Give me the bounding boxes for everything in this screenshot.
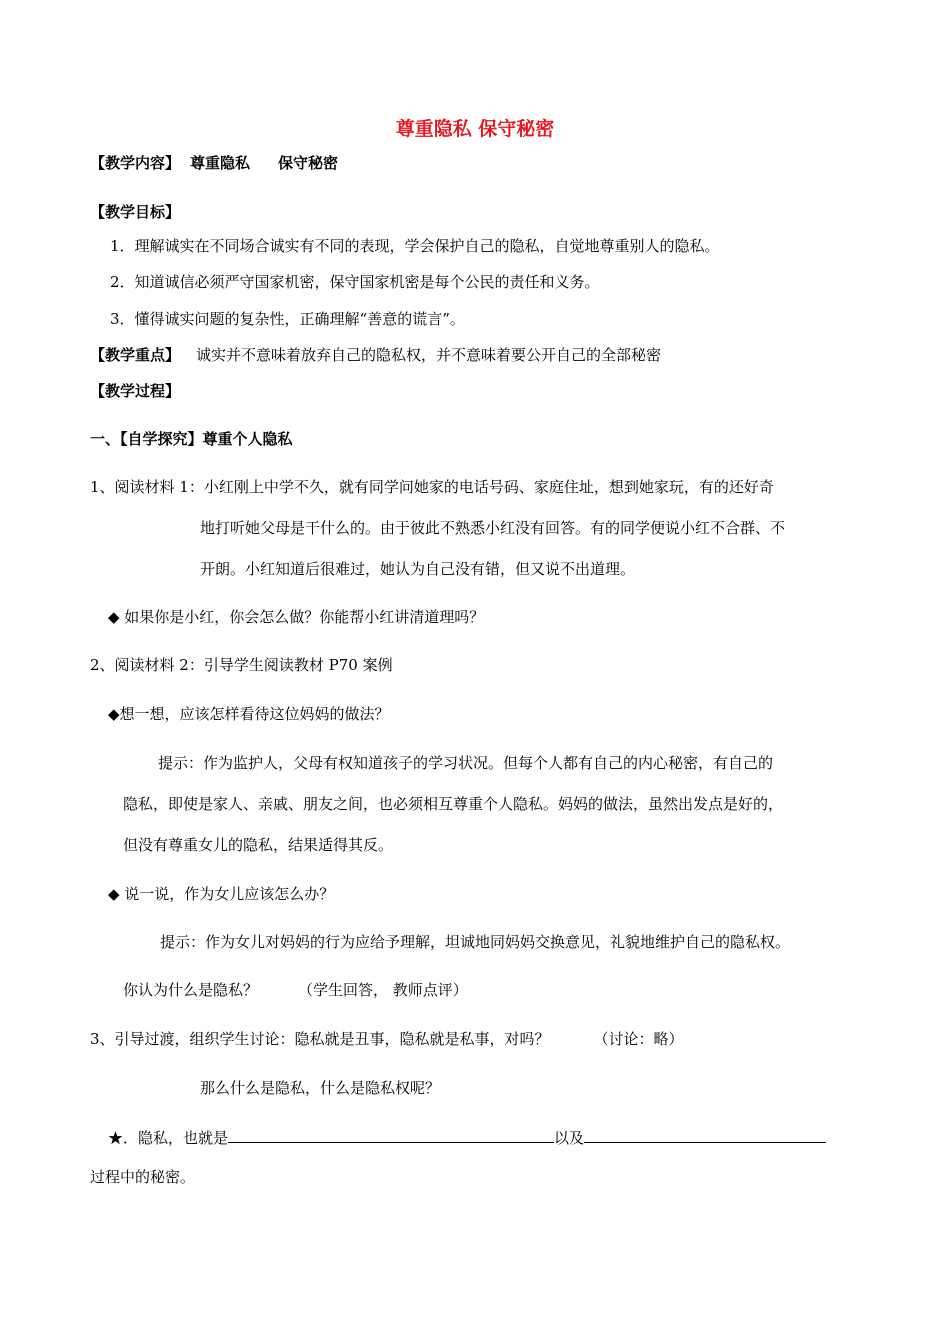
hint-daughter: 提示：作为女儿对妈妈的行为应给予理解，坦诚地同妈妈交换意见，礼貌地维护自己的隐私权。 — [160, 933, 791, 951]
objective-item: 1．理解诚实在不同场合诚实有不同的表现，学会保护自己的隐私，自觉地尊重别人的隐私。 — [110, 237, 720, 255]
privacy-question: 你认为什么是隐私？ — [123, 981, 259, 999]
section-heading: 一、【自学探究】尊重个人隐私 — [90, 430, 293, 448]
fill-in-tail: 过程中的秘密。 — [90, 1168, 196, 1186]
reading-material-1-line: 地打听她父母是干什么的。由于彼此不熟悉小红没有回答。有的同学便说小红不合群、不 — [200, 519, 786, 537]
hint-line: 但没有尊重女儿的隐私，结果适得其反。 — [123, 836, 394, 854]
process-label: 【教学过程】 — [90, 382, 181, 400]
privacy-definition-question: 那么什么是隐私，什么是隐私权呢？ — [200, 1079, 441, 1097]
discussion-text: 3、引导过渡，组织学生讨论：隐私就是丑事，隐私就是私事，对吗？ — [90, 1030, 550, 1048]
teaching-content-text1: 尊重隐私 — [190, 154, 251, 172]
objectives-label: 【教学目标】 — [90, 203, 181, 221]
answer-blank-2[interactable] — [584, 1126, 826, 1143]
discussion-note: （讨论：略） — [593, 1030, 684, 1048]
discussion-row — [90, 1029, 684, 1049]
privacy-question-row — [123, 980, 468, 1000]
objective-item: 3．懂得诚实问题的复杂性，正确理解“善意的谎言”。 — [110, 310, 465, 328]
hint-line: 提示：作为监护人，父母有权知道孩子的学习状况。但每个人都有自己的内心秘密，有自己的 — [158, 754, 774, 772]
teaching-content-label: 【教学内容】 — [90, 154, 181, 172]
fill-in-row — [108, 1126, 826, 1148]
question-daughter: ◆ 说一说，作为女儿应该怎么办？ — [108, 885, 335, 903]
fill-in-prefix: ★．隐私，也就是 — [108, 1129, 229, 1147]
objective-item: 2．知道诚信必须严守国家机密，保守国家机密是每个公民的责任和义务。 — [110, 273, 600, 291]
question-xiaohong: ◆ 如果你是小红，你会怎么做？你能帮小红讲清道理吗？ — [108, 608, 485, 626]
answer-blank-1[interactable] — [228, 1126, 554, 1143]
reading-material-1-line: 1、阅读材料 1：小红刚上中学不久，就有同学问她家的电话号码、家庭住址，想到她家玩，有的还好奇 — [90, 478, 774, 496]
page-title: 尊重隐私 保守秘密 — [395, 118, 555, 140]
teaching-content-row — [90, 153, 338, 173]
question-mother: ◆想一想，应该怎样看待这位妈妈的做法？ — [108, 705, 390, 723]
reading-material-2-line: 2、阅读材料 2：引导学生阅读教材 P70 案例 — [90, 656, 393, 674]
focus-text: 诚实并不意味着放弃自己的隐私权，并不意味着要公开自己的全部秘密 — [196, 346, 662, 364]
focus-row — [90, 345, 661, 365]
teaching-content-text2: 保守秘密 — [278, 154, 339, 172]
reading-material-1-line: 开朗。小红知道后很难过，她认为自己没有错，但又说不出道理。 — [200, 560, 636, 578]
fill-in-middle: 以及 — [554, 1129, 585, 1147]
focus-label: 【教学重点】 — [90, 346, 181, 364]
hint-line: 隐私，即使是家人、亲戚、朋友之间，也必须相互尊重个人隐私。妈妈的做法，虽然出发点是好的， — [123, 795, 784, 813]
privacy-question-note: （学生回答， 教师点评） — [298, 981, 468, 999]
